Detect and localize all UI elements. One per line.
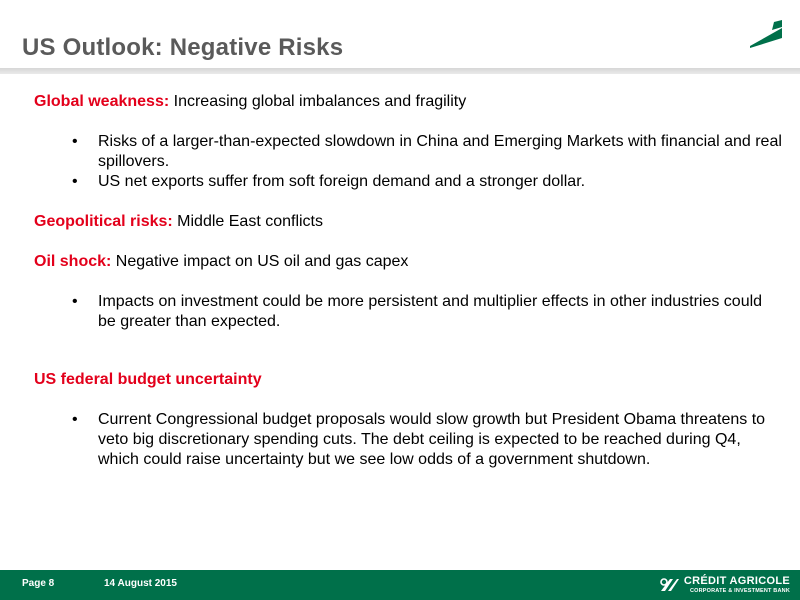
bullet-text: Current Congressional budget proposals would slow growth but President Obama threatens to veto big discretionary spending cuts. The debt ceiling is expected to be reached during Q4, which could raise uncertainty but we see low odds of a government shutdown.: [98, 411, 766, 468]
brand-subtitle: CORPORATE & INVESTMENT BANK: [689, 587, 790, 594]
bullet-icon: •: [72, 133, 78, 150]
global-weakness-bullets: [34, 132, 784, 192]
brand-leaf-icon: [746, 18, 786, 54]
bullet-text: Risks of a larger-than-expected slowdown in China and Emerging Markets with financial and real spillovers.: [98, 133, 782, 170]
oil-shock-label: Oil shock:: [34, 253, 112, 270]
bullet-icon: •: [72, 293, 78, 310]
budget-bullets: [34, 410, 784, 470]
page-number: Page 8: [22, 578, 55, 589]
bullet-text: US net exports suffer from soft foreign demand and a stronger dollar.: [98, 173, 586, 190]
title-divider: [0, 68, 800, 74]
oil-shock-text: Negative impact on US oil and gas capex: [111, 253, 409, 270]
global-weakness-heading: [34, 92, 784, 112]
brand-emblem-icon: [658, 576, 680, 594]
list-item: [34, 132, 784, 172]
slide-footer: [0, 570, 800, 600]
footer-date: 14 August 2015: [104, 578, 177, 589]
slide-title: US Outlook: Negative Risks: [22, 34, 344, 61]
list-item: [34, 292, 784, 332]
brand-name: CRÉDIT AGRICOLE: [683, 574, 790, 587]
budget-heading: [34, 370, 784, 390]
bullet-text: Impacts on investment could be more persistent and multiplier effects in other industries could be greater than expected.: [98, 293, 763, 330]
brand-logo: [658, 573, 790, 597]
geopolitical-label: Geopolitical risks:: [34, 213, 173, 230]
list-item: [34, 410, 784, 470]
oil-shock-bullets: [34, 292, 784, 332]
geopolitical-heading: [34, 212, 784, 232]
geopolitical-text: Middle East conflicts: [172, 213, 323, 230]
bullet-icon: •: [72, 411, 78, 428]
slide-body: [34, 92, 784, 470]
oil-shock-heading: [34, 252, 784, 272]
global-weakness-label: Global weakness:: [34, 93, 170, 110]
list-item: [34, 172, 784, 192]
budget-label: US federal budget uncertainty: [34, 371, 262, 388]
bullet-icon: •: [72, 173, 78, 190]
global-weakness-text: Increasing global imbalances and fragility: [169, 93, 467, 110]
